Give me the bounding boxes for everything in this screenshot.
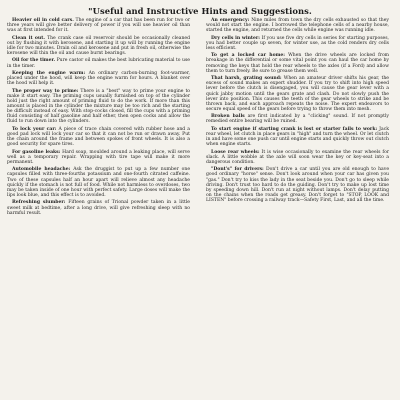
hint-body: Hard soap, moulded around a leaking place, will serve well as a temporary repair. Wrapping with tire tape will make it more permanent. bbox=[7, 149, 190, 165]
hint-paragraph bbox=[206, 114, 389, 124]
page-title: "Useful and Instructive Hints and Suggestions. bbox=[88, 6, 312, 16]
hint-paragraph bbox=[206, 36, 389, 51]
hint-body: Jack rear wheel, let clutch in place gears in "high" and turn the wheel. Or let clutch in and have some one push car until engine starts and quickly throw out clutch when engine starts. bbox=[206, 126, 389, 148]
hint-paragraph bbox=[7, 89, 190, 125]
hint-body: There is a "best" way to prime your engine to make it start easy. The priming cups usually furnished on top of the cylinder hold just the right amount of priming fluid to do the work. If more than this amount is placed in the cylinder the mixture may be too rich and the starting be difficult instead of easy. With stop-cocks closed, fill the cups with a priming fluid consisting of half gasoline and half ether, then open cocks and allow the fluid to run down into the cylinders. bbox=[7, 88, 191, 125]
hint-body: A piece of trace chain covered with rubber hose and a good pad lock will lock your car so that it can not be run or drawn away. Put the chain around the frame and between spokes of front wheels. It is also a good security for spare tires. bbox=[7, 126, 190, 148]
hint-paragraph bbox=[7, 200, 190, 215]
hint-heading: To lock your car: bbox=[12, 126, 57, 132]
hint-paragraph bbox=[206, 150, 389, 165]
hint-body: The engine of a car that has been run for two or three years will give better delivery of power if you will use heavier oil than was at first intended for it. bbox=[7, 18, 190, 34]
hint-body: Fifteen grains of Trional powder taken in a little sweet milk at bedtime, after a long drive, will give refreshing sleep with no harmful result. bbox=[7, 200, 190, 216]
hint-paragraph bbox=[7, 167, 190, 198]
hint-body: The crank case oil reservoir should be occasionally cleaned out by flushing it with kerosene, and starting it up will by running the engine idle for two minutes. Drain oil and kerosene and put in fresh oil, otherwise the kerosene will thin the oil and cause burnt bearings. bbox=[7, 35, 190, 57]
hint-heading: Oil for the timer. bbox=[12, 58, 56, 64]
hint-paragraph bbox=[7, 127, 190, 148]
hint-paragraph bbox=[7, 150, 190, 165]
hint-body: When the drive wheels are locked from breakage in the differential or some vital point you can haul the car home by removing the keys that hold the rear wheels to the axles (if a Ford) and allow them to turn freely. Be sure to grease them well. bbox=[206, 53, 389, 74]
hint-heading: The proper way to prime: bbox=[12, 88, 79, 94]
hint-body: When an amateur driver shifts his gear, the excess of sound makes an expert shudder. If you try to shift into high speed lever before the clutch is disengaged, you will cause the gear lever with a quick jabby motion until the gears grate and clash. Do not slowly push the lever into position. This causes the teeth of the gear wheels to strike and be thrown back, and each approach repeats the noise. The expert endeavors to secure equal speed of the gears before trying to throw them into mesh. bbox=[206, 76, 389, 112]
hint-paragraph bbox=[206, 53, 389, 74]
hint-paragraph bbox=[206, 167, 389, 203]
hint-heading: "Dont's" for drivers: bbox=[211, 167, 264, 173]
hint-body: Don't drive a car until you are old enough to have good ordinary "horse" sense. Don't look around when your car has given you "gas." Don't try to kiss the lady in the seat beside you. Don't go to sleep while driving. Don't trust too hard to do the guiding. Don't try to make up lost time by speeding down hill. Don't run at night without lamps. Don't delay putting on the chains when the roads get greasy. Don't forget to "STOP, LOOK and LISTEN" before crossing a railway track—Safety First, Last, and all the time. bbox=[206, 167, 390, 204]
hint-heading: Heavier oil in cold cars. bbox=[12, 18, 74, 23]
hint-body: Ask the druggist to put up a few number one capsules filled with three-fourths potassium and one-fourth citrated caffeine. Two of these capsules half an hour apart will relieve almost any headache quickly if the stomach is not full of food. While not harmless to overdoses, two may be taken inside of one hour with perfect safety. Large doses will make the lips look blue, and this effect is to avoided. bbox=[7, 167, 191, 198]
hint-paragraph bbox=[7, 71, 190, 86]
hint-body: An ordinary carbon-burning foot-warmer, placed under the hood, will keep the engine warm for hours. A blanket over the hood will help it. bbox=[7, 71, 190, 87]
hint-heading: Dry cells in winter: bbox=[211, 35, 260, 41]
hint-heading: To get a locked car home: bbox=[211, 53, 285, 59]
hint-heading: For gasoline leaks: bbox=[12, 149, 61, 155]
hint-paragraph bbox=[206, 76, 389, 112]
hint-heading: An emergency: bbox=[211, 18, 250, 23]
hint-heading: Refreshing slumber: bbox=[12, 200, 66, 206]
hint-heading: Keeping the engine warm: bbox=[12, 71, 86, 77]
hint-body: If you use five dry cells in series for starting purposes, you had better couple up seven, for winter use, as the cold renders dry cells less efficient. bbox=[206, 35, 390, 51]
hint-paragraph bbox=[206, 127, 389, 148]
left-column bbox=[7, 18, 190, 218]
hint-body: Nine miles from town the dry cells exhausted so that they would not start the engine. I borrowed the telephone cells of a nearby house, started the engine, and returned the cells while engine was running idle. bbox=[206, 18, 389, 34]
right-column bbox=[206, 18, 389, 206]
hint-paragraph bbox=[7, 58, 190, 68]
hint-heading: Automobile headache: bbox=[12, 167, 71, 173]
hint-body: are first indicated by a "clicking" sound. If not promptly remedied entire bearing will be ruined. bbox=[206, 114, 389, 125]
hint-heading: Loose rear wheels: bbox=[211, 149, 260, 155]
hint-body: Pure castor oil makes the best lubricating material to use in the timer. bbox=[7, 58, 190, 69]
hint-paragraph bbox=[7, 18, 190, 33]
hint-heading: That harsh, grating sound: bbox=[211, 76, 282, 82]
hint-paragraph bbox=[7, 36, 190, 57]
hint-paragraph bbox=[206, 18, 389, 33]
hint-heading: Clean it out. bbox=[12, 35, 45, 41]
hint-body: It is wise occasionally to examine the rear wheels for slack. A little wobble at the axle will soon wear the key or key-seat into a dangerous condition. bbox=[206, 149, 390, 165]
hint-heading: To start engine if starting crank is lost or starter fails to work: bbox=[211, 126, 378, 132]
hint-heading: Broken balls bbox=[211, 114, 245, 120]
